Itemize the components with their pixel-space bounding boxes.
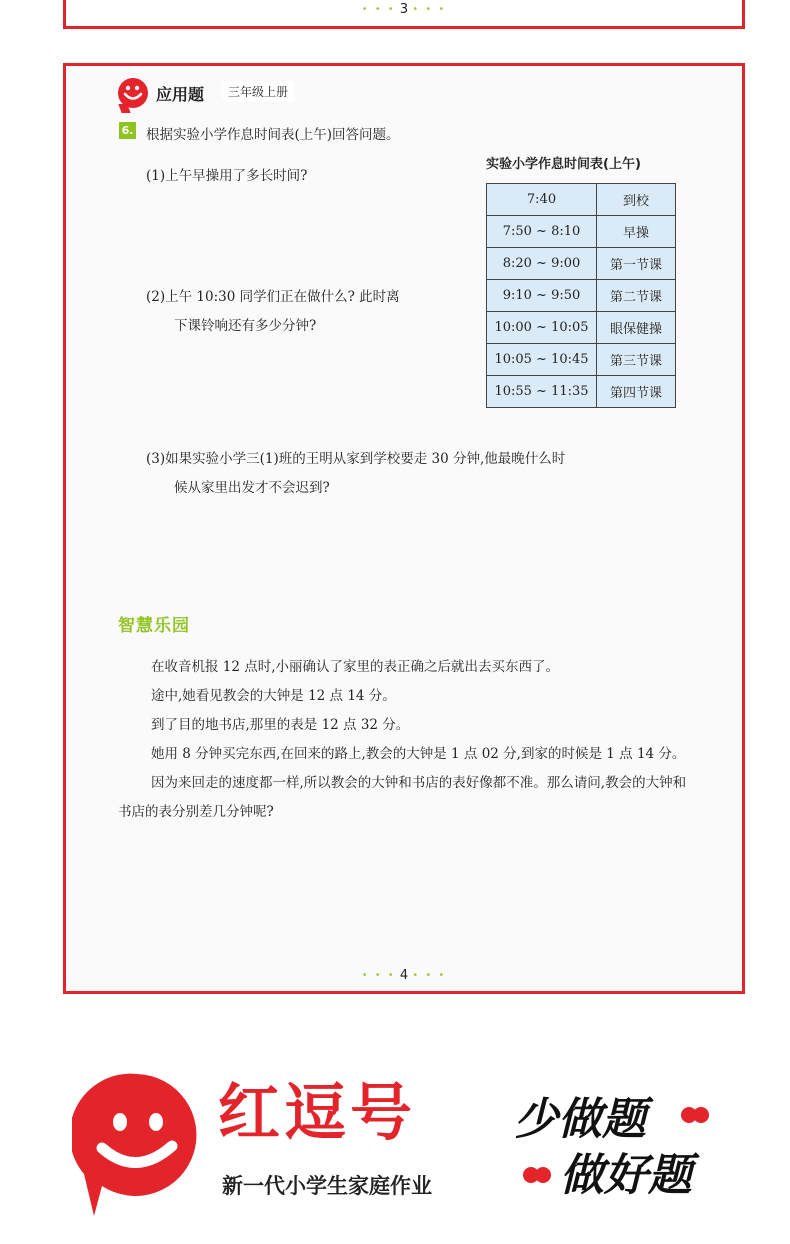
slogan-line-1: 少做题 — [514, 1094, 646, 1145]
table-row — [487, 216, 676, 248]
schedule-activity-cell: 早操 — [597, 216, 676, 248]
schedule-activity-cell: 到校 — [597, 184, 676, 216]
grade-label: 三年级上册 — [222, 81, 294, 102]
schedule-time-cell: 7:40 — [487, 184, 597, 216]
puzzle-text — [118, 653, 698, 827]
brand-name: 红逗号 — [218, 1076, 417, 1149]
section-title: 应用题 — [156, 85, 205, 104]
quote-bubble-icon — [522, 1164, 552, 1188]
puzzle-paragraph-4: 她用 8 分钟买完东西,在回来的路上,教会的大钟是 1 点 02 分,到家的时候是 1 点 14 分。 — [151, 746, 686, 762]
schedule-table — [486, 183, 676, 408]
puzzle-paragraph-5: 因为来回走的速度都一样,所以教会的大钟和书店的表好像都不准。那么请问,教会的大钟和书店的表分别差几分钟呢? — [118, 775, 687, 820]
schedule-activity-cell: 第三节课 — [597, 344, 676, 376]
puzzle-paragraph-1: 在收音机报 12 点时,小丽确认了家里的表正确之后就出去买东西了。 — [151, 659, 560, 675]
puzzle-title: 智慧乐园 — [118, 616, 190, 636]
schedule-activity-cell: 眼保健操 — [597, 312, 676, 344]
schedule-time-cell: 10:05 ~ 10:45 — [487, 344, 597, 376]
puzzle-paragraph-3: 到了目的地书店,那里的表是 12 点 32 分。 — [151, 717, 410, 733]
table-row — [487, 248, 676, 280]
subquestion-1: (1)上午早操用了多长时间? — [146, 168, 308, 184]
schedule-title: 实验小学作息时间表(上午) — [486, 157, 641, 172]
previous-page-number: • • • 3 • • • — [361, 2, 447, 17]
schedule-time-cell: 8:20 ~ 9:00 — [487, 248, 597, 280]
schedule-time-cell: 7:50 ~ 8:10 — [487, 216, 597, 248]
slogan-line-2: 做好题 — [560, 1150, 692, 1201]
schedule-activity-cell: 第一节课 — [597, 248, 676, 280]
previous-page-frame — [63, 0, 745, 29]
schedule-time-cell: 10:55 ~ 11:35 — [487, 376, 597, 408]
schedule-time-cell: 9:10 ~ 9:50 — [487, 280, 597, 312]
schedule-time-cell: 10:00 ~ 10:05 — [487, 312, 597, 344]
workbook-page — [63, 63, 745, 994]
page-number: • • • 4 • • • — [361, 968, 447, 983]
table-row — [487, 376, 676, 408]
brand-logo-icon — [72, 1070, 202, 1220]
subquestion-3: (3)如果实验小学三(1)班的王明从家到学校要走 30 分钟,他最晚什么时 候从家里出发才不会迟到? — [146, 451, 566, 496]
brand-tagline: 新一代小学生家庭作业 — [222, 1174, 432, 1198]
smiley-icon — [118, 78, 148, 108]
puzzle-paragraph-2: 途中,她看见教会的大钟是 12 点 14 分。 — [151, 688, 396, 704]
table-row — [487, 184, 676, 216]
schedule-activity-cell: 第二节课 — [597, 280, 676, 312]
schedule-activity-cell: 第四节课 — [597, 376, 676, 408]
brand-banner — [0, 1060, 790, 1244]
table-row — [487, 280, 676, 312]
subquestion-2: (2)上午 10:30 同学们正在做什么? 此时离 下课铃响还有多少分钟? — [146, 289, 400, 334]
question-text: 根据实验小学作息时间表(上午)回答问题。 — [146, 127, 400, 143]
table-row — [487, 344, 676, 376]
quote-bubble-icon — [680, 1104, 710, 1128]
question-number-badge: 6. — [119, 122, 136, 139]
table-row — [487, 312, 676, 344]
